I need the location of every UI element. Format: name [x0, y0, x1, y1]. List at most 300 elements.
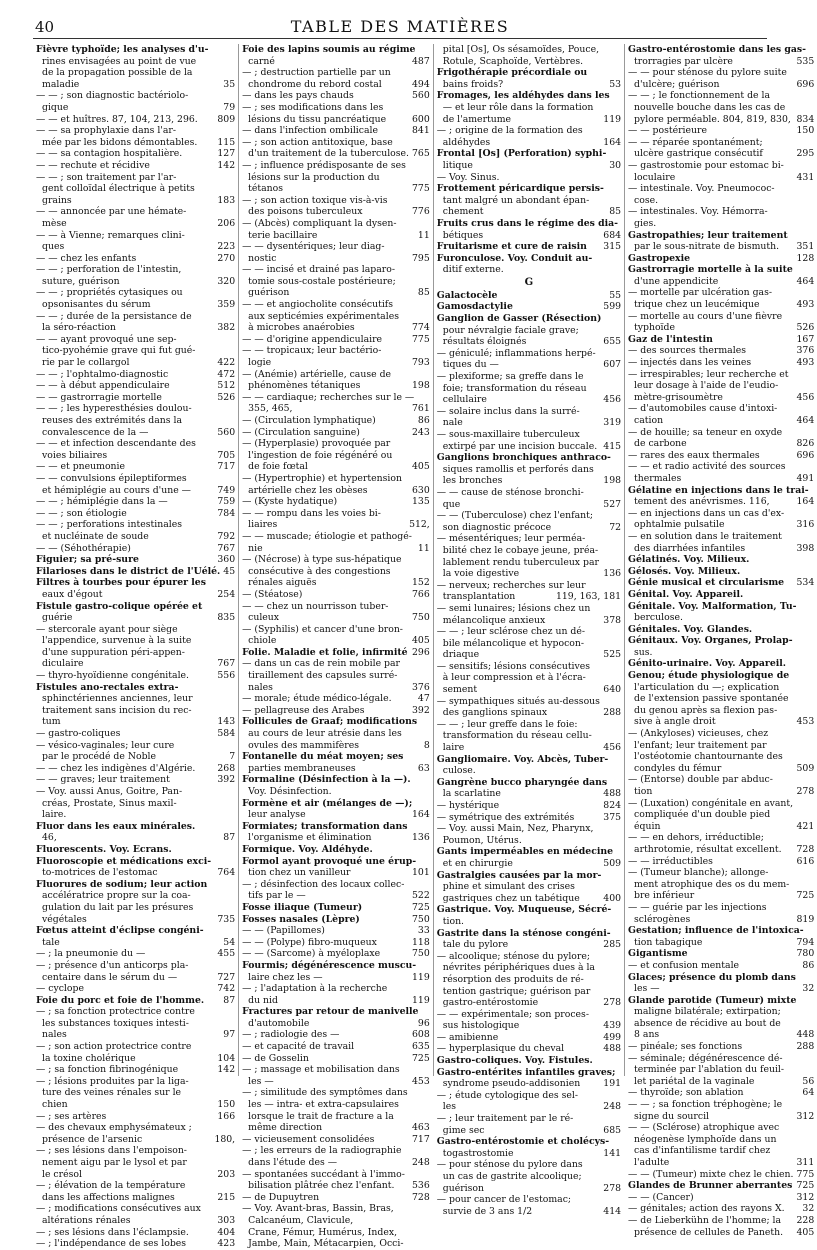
entry-text: — — cause de sténose bronchi-	[436, 486, 584, 498]
entry-page: 150	[217, 1099, 236, 1111]
entry-text: du nid	[248, 994, 278, 1006]
index-entry	[242, 751, 430, 763]
entry-text: de l'amertume	[442, 113, 512, 125]
entry-text: bre inférieur	[634, 890, 695, 902]
index-entry	[437, 114, 621, 126]
entry-text: Formaline (Désinfection à la —).	[242, 774, 411, 786]
entry-text: Gants imperméables en médecine	[436, 846, 614, 858]
entry-page: 525	[603, 649, 622, 661]
index-entry	[628, 1203, 814, 1215]
entry-page: 794	[796, 936, 815, 948]
index-entry	[437, 499, 621, 511]
entry-text: — pour cancer de l'estomac;	[436, 1194, 572, 1206]
entry-text: Gastrite dans la sténose congéni-	[436, 927, 611, 939]
entry-text: maligne bilatérale; extirpation;	[634, 1006, 781, 1018]
entry-page: 359	[217, 299, 236, 311]
index-entry	[36, 1134, 235, 1146]
entry-text: d'une appendicite	[634, 275, 719, 287]
entry-text: Genou; étude physiologique de	[628, 670, 790, 682]
index-entry	[628, 1076, 814, 1088]
entry-text: bile mélancolique et hypocon-	[442, 637, 585, 649]
entry-text: — — postérieure	[628, 125, 707, 137]
entry-text: — (Luxation) congénitale en avant,	[628, 797, 794, 809]
entry-page: 135	[412, 496, 430, 508]
index-entry	[628, 995, 814, 1007]
entry-text: driaque	[442, 649, 480, 661]
index-entry	[628, 56, 814, 68]
entry-page: 164	[796, 496, 815, 508]
index-entry	[36, 635, 235, 647]
entry-text: to-motrices de l'estomac	[42, 867, 158, 879]
entry-page: 725	[412, 901, 430, 913]
entry-page: 775	[412, 333, 430, 345]
entry-text: Filtres à tourbes pour épurer les	[36, 577, 206, 589]
index-entry	[437, 230, 621, 242]
index-columns	[33, 44, 815, 1250]
entry-text: litique	[442, 159, 473, 171]
index-entry	[437, 464, 621, 476]
index-entry	[628, 763, 814, 775]
entry-text: — — (Polype) fibro-muqueux	[242, 936, 377, 948]
index-entry	[437, 336, 621, 348]
index-entry	[437, 893, 621, 905]
entry-text: ment atrophique des os du mem-	[634, 878, 790, 890]
entry-text: lésions sur la production du	[248, 171, 380, 183]
entry-text: Fruitarisme et cure de raisin	[436, 241, 587, 253]
entry-text: guérison	[442, 1182, 484, 1194]
entry-text: trorragies par ulcère	[634, 55, 733, 67]
entry-text: Filarioses dans le district de l'Uélé.	[36, 565, 221, 577]
entry-text: les bronches	[442, 475, 503, 487]
index-entry	[36, 1041, 235, 1053]
entry-text: terminée par l'ablation du feuil-	[634, 1064, 785, 1076]
index-entry	[36, 612, 235, 624]
entry-text: — — pour sténose du pylore suite	[628, 67, 787, 79]
entry-text: — — ; hémiplégie dans la —	[36, 496, 168, 508]
index-entry	[36, 925, 235, 937]
entry-text: Génitaux. Voy. Organes, Prolap-	[628, 635, 793, 647]
entry-text: — — irréductibles	[628, 855, 713, 867]
page-header	[0, 10, 800, 38]
entry-page: 824	[603, 800, 622, 811]
entry-page: 64	[802, 1087, 815, 1099]
entry-text: Gamosdactylie	[436, 301, 513, 313]
entry-page: 198	[412, 380, 430, 392]
index-entry	[242, 531, 430, 543]
entry-text: — ; son action toxique vis-à-vis	[242, 194, 388, 206]
entry-text: thermales	[634, 472, 682, 484]
entry-page: 749	[217, 484, 236, 496]
entry-text: tale du pylore	[442, 939, 509, 951]
entry-page: 101	[412, 867, 430, 879]
entry-page: 119, 163, 181	[555, 591, 622, 603]
entry-text: Gangrène bucco pharyngée dans	[436, 776, 608, 788]
entry-text: par le sous-nitrate de bismuth.	[634, 241, 780, 253]
index-entry	[36, 1145, 235, 1157]
index-entry	[242, 206, 430, 218]
index-entry	[242, 67, 430, 79]
entry-text: l'adulte	[634, 1157, 670, 1168]
entry-page: 795	[412, 252, 430, 264]
entry-text: signe du sourcil	[634, 1110, 710, 1122]
index-entry	[437, 102, 621, 114]
entry-page: 792	[217, 530, 236, 542]
entry-text: de l'extension passive spontanée	[634, 693, 789, 705]
entry-text: l'enfant; leur traitement par	[634, 739, 767, 751]
entry-text: arthrotomie, résultat excellent.	[634, 843, 782, 855]
entry-text: — rares des eaux thermales	[628, 449, 760, 461]
index-entry	[36, 1180, 235, 1192]
index-entry	[628, 450, 814, 462]
entry-text: — — ayant provoqué une sep-	[36, 333, 177, 345]
index-entry	[242, 1157, 430, 1169]
index-entry	[36, 798, 235, 810]
index-entry	[628, 832, 814, 844]
index-entry	[36, 415, 235, 427]
entry-text: Gastro-entérostomie et cholécys-	[436, 1136, 610, 1148]
entry-text: Fourmis; dégénérescence muscu-	[242, 959, 417, 971]
entry-text: ophtalmie pulsatile	[634, 519, 725, 531]
index-entry	[242, 496, 430, 508]
entry-page: 400	[603, 892, 622, 904]
index-entry	[36, 125, 235, 137]
entry-text: Ganglion de Gasser (Résection)	[436, 313, 602, 325]
index-entry	[242, 241, 430, 253]
index-entry	[36, 519, 235, 531]
entry-text: tion chez un vanilleur	[248, 867, 351, 879]
index-entry	[36, 1111, 235, 1123]
index-entry	[628, 276, 814, 288]
entry-text: Foie des lapins soumis au régime	[242, 44, 416, 55]
index-entry	[242, 1169, 430, 1181]
entry-text: ture des veines rénales sur le	[42, 1087, 182, 1099]
index-entry	[242, 693, 430, 705]
entry-page: 228	[796, 1214, 815, 1226]
entry-text: Fluoroscopie et médications exci-	[36, 855, 212, 867]
entry-page: 499	[603, 1031, 622, 1043]
entry-text: compliquée d'un double pied	[634, 809, 771, 821]
entry-text: — ; ses lésions dans l'éclampsie.	[36, 1226, 189, 1238]
entry-text: mée par les bidons démontables.	[42, 136, 198, 148]
index-entry	[242, 1215, 430, 1227]
index-entry	[437, 1020, 621, 1032]
entry-text: — — expérimentale; son proces-	[436, 1008, 589, 1020]
entry-page: 63	[417, 762, 430, 774]
index-entry	[628, 473, 814, 485]
entry-page: 809	[217, 113, 236, 125]
entry-text: — en injections dans un cas d'ex-	[628, 507, 785, 519]
index-entry	[628, 206, 814, 218]
entry-text: dans l'étude des —	[248, 1157, 337, 1168]
index-entry	[36, 566, 235, 578]
index-entry	[242, 1180, 430, 1192]
index-entry	[628, 693, 814, 705]
entry-text: de la propagation possible de la	[42, 67, 193, 79]
entry-text: — ; étude cytologique des sel-	[436, 1089, 578, 1101]
entry-text: — — cardiaque; recherches sur le —	[242, 391, 415, 403]
entry-page: 104	[217, 1052, 236, 1064]
index-entry	[628, 1064, 814, 1076]
index-entry	[36, 682, 235, 694]
entry-text: laire.	[42, 809, 67, 821]
entry-page: 119	[412, 994, 430, 1006]
index-entry	[242, 1192, 430, 1204]
entry-text: équin	[634, 820, 661, 832]
entry-text: présence de cellules de Paneth.	[634, 1226, 784, 1238]
entry-text: — — convulsions épileptiformes	[36, 472, 187, 484]
entry-page: 54	[223, 936, 236, 948]
entry-text: mélancolique anxieux	[442, 614, 546, 626]
entry-text: Fontanelle du méat moyen; ses	[242, 751, 404, 763]
entry-text: et en chirurgie	[442, 857, 513, 869]
entry-text: — de Dupuytren	[242, 1191, 320, 1203]
entry-text: — des chevaux emphysémateux ;	[36, 1122, 192, 1134]
entry-page: 630	[412, 484, 430, 496]
entry-page: 696	[796, 449, 815, 461]
entry-text: gime sec	[442, 1124, 485, 1136]
entry-page: 85	[417, 287, 430, 299]
index-entry	[437, 325, 621, 337]
index-entry	[242, 427, 430, 439]
index-entry	[437, 788, 621, 800]
index-entry	[437, 301, 621, 313]
entry-page: 456	[603, 742, 622, 754]
entry-page: 696	[796, 78, 815, 90]
entry-page: 456	[796, 391, 815, 403]
index-entry	[628, 972, 814, 984]
entry-text: — Voy. aussi Anus, Goitre, Pan-	[36, 786, 183, 797]
entry-text: — ; désinfection des locaux collec-	[242, 878, 405, 890]
index-entry	[628, 519, 814, 531]
index-entry	[242, 566, 430, 578]
index-entry	[437, 649, 621, 661]
index-entry	[242, 1064, 430, 1076]
entry-page: 376	[796, 345, 815, 357]
entry-text: — ; modifications consécutives aux	[36, 1203, 201, 1215]
entry-text: — de Lieberkühn de l'homme; la	[628, 1214, 782, 1226]
entry-text: typhoïde	[634, 322, 675, 334]
index-entry	[437, 359, 621, 371]
index-entry	[437, 417, 621, 429]
index-entry	[242, 79, 430, 91]
entry-text: présence de l'arsenic	[42, 1133, 143, 1145]
index-entry	[242, 276, 430, 288]
entry-page: 493	[796, 357, 815, 369]
entry-text: Furonculose. Voy. Conduit au-	[436, 252, 593, 264]
entry-text: — ; sa fonction protectrice contre	[36, 1006, 195, 1018]
index-entry	[242, 624, 430, 636]
index-entry	[437, 557, 621, 569]
entry-text: sus.	[634, 646, 653, 658]
index-entry	[437, 1125, 621, 1137]
entry-text: — (Nécrose) à type sus-hépatique	[242, 554, 402, 566]
index-entry	[628, 554, 814, 566]
entry-text: Gastropexie	[628, 252, 691, 264]
index-entry	[36, 1064, 235, 1076]
index-entry	[628, 1215, 814, 1227]
entry-page: 488	[603, 1043, 622, 1055]
index-entry	[437, 79, 621, 91]
entry-text: tétanos	[248, 183, 284, 195]
index-entry	[242, 403, 430, 415]
entry-page: 86	[417, 415, 430, 426]
index-entry	[437, 684, 621, 696]
index-entry	[628, 334, 814, 346]
index-entry	[242, 519, 430, 531]
entry-page: 599	[603, 301, 622, 313]
entry-page: 382	[217, 322, 236, 334]
entry-text: Fœtus atteint d'éclipse congéni-	[36, 925, 204, 937]
entry-text: Gastro-entérites infantiles graves;	[436, 1066, 616, 1078]
entry-text: — thyro-hyoïdienne congénitale.	[36, 670, 189, 682]
entry-text: nales	[248, 681, 273, 693]
index-entry	[36, 1087, 235, 1099]
entry-text: sphinctériennes anciennes, leur	[42, 693, 193, 705]
entry-text: créas, Prostate, Sinus maxil-	[42, 797, 177, 809]
entry-text: Galactocèle	[436, 289, 498, 301]
index-entry	[242, 948, 430, 960]
entry-text: — — ; le fonctionnement de la	[628, 90, 770, 102]
entry-text: névrites périphériques dues à la	[442, 962, 595, 974]
entry-text: — cyclope	[36, 983, 84, 995]
entry-text: artérielle chez les obèses	[248, 484, 368, 496]
entry-text: tiraillement des capsules surré-	[248, 670, 398, 682]
entry-page: 494	[412, 78, 430, 90]
entry-text: l'organisme et élimination	[248, 832, 372, 844]
entry-text: berculose.	[634, 612, 683, 624]
entry-text: condyles du fémur	[634, 762, 722, 774]
index-entry	[628, 496, 814, 508]
index-entry	[36, 206, 235, 218]
entry-text: — — guérie par les injections	[628, 901, 767, 913]
entry-page: 607	[603, 359, 622, 371]
entry-text: — — (Papillomes)	[242, 925, 325, 937]
entry-page: 141	[603, 1147, 622, 1159]
entry-text: néogenèse lymphoïde dans un	[634, 1133, 777, 1145]
index-entry	[36, 763, 235, 775]
entry-page: 464	[796, 415, 815, 426]
index-entry	[36, 90, 235, 102]
entry-page: 526	[217, 391, 236, 403]
entry-text: Ganglions bronchiques anthraco-	[436, 452, 611, 464]
entry-text: nales	[42, 1029, 67, 1041]
index-entry	[437, 904, 621, 916]
index-entry	[437, 429, 621, 441]
index-entry	[628, 635, 814, 647]
entry-text: — ; ses artères	[36, 1110, 107, 1122]
index-entry	[36, 809, 235, 821]
entry-text: Fractures par retour de manivelle	[242, 1006, 419, 1018]
index-entry	[437, 218, 621, 230]
index-entry	[628, 392, 814, 404]
index-entry	[628, 844, 814, 856]
entry-text: les —	[634, 983, 660, 995]
entry-text: grains	[42, 194, 72, 206]
entry-text: cellulaire	[442, 394, 487, 406]
entry-text: bétiques	[442, 229, 484, 241]
entry-page: 285	[603, 939, 622, 951]
entry-page: 32	[802, 1203, 815, 1215]
index-entry	[36, 601, 235, 613]
index-entry	[36, 658, 235, 670]
entry-text: tention gastrique; guérison par	[442, 985, 591, 997]
index-entry	[36, 879, 235, 891]
index-entry	[242, 867, 430, 879]
entry-text: Gastrorragie mortelle à la suite	[628, 264, 793, 276]
entry-page: 761	[412, 403, 430, 415]
index-entry	[242, 914, 430, 926]
entry-text: Génitale. Voy. Malformation, Tu-	[628, 600, 797, 612]
index-entry	[437, 241, 621, 253]
entry-text: nouvelle bouche dans les cas de	[634, 101, 786, 113]
index-entry	[242, 925, 430, 937]
entry-page: 527	[603, 498, 622, 510]
entry-text: Voy. Désinfection.	[248, 786, 332, 797]
index-entry	[628, 531, 814, 543]
index-entry	[628, 960, 814, 972]
entry-text: Fluorescents. Voy. Ecrans.	[36, 843, 172, 855]
entry-text: — gastrostomie pour estomac bi-	[628, 159, 784, 171]
entry-text: nostic	[248, 252, 277, 264]
entry-page: 775	[796, 1168, 815, 1180]
entry-text: sus histologique	[442, 1020, 520, 1032]
index-entry	[437, 160, 621, 172]
entry-text: altérations rénales	[42, 1214, 131, 1226]
entry-text: mèse	[42, 217, 67, 229]
index-entry	[242, 647, 430, 659]
index-entry	[242, 485, 430, 497]
entry-page: 278	[603, 997, 622, 1009]
entry-page: 535	[796, 55, 815, 67]
index-entry	[628, 821, 814, 833]
entry-page: 717	[217, 461, 236, 473]
entry-text: syndrome pseudo-addisonien	[442, 1078, 581, 1090]
entry-text: nement aigu par le lysol et par	[42, 1157, 187, 1168]
entry-page: 360	[217, 554, 236, 566]
index-entry	[36, 218, 235, 230]
entry-page: 315	[603, 241, 622, 253]
index-entry	[437, 626, 621, 638]
entry-text: loculaire	[634, 171, 676, 183]
index-entry	[36, 450, 235, 462]
index-entry	[628, 345, 814, 357]
entry-page: 512	[217, 380, 236, 392]
entry-text: à leur compression et à l'écra-	[442, 672, 586, 684]
index-entry	[437, 823, 621, 835]
index-entry	[437, 183, 621, 195]
entry-page: 835	[217, 612, 236, 624]
entry-text: — — rompu dans les voies bi-	[242, 507, 381, 519]
entry-page: 455	[217, 948, 236, 960]
entry-text: — hyperplasique du cheval	[436, 1043, 565, 1055]
index-entry	[36, 264, 235, 276]
index-entry	[628, 890, 814, 902]
index-entry	[242, 1076, 430, 1088]
index-entry	[242, 253, 430, 265]
entry-text: — ; son action protectrice contre	[36, 1041, 192, 1053]
entry-text: — ; influence prédisposante de ses	[242, 159, 406, 171]
entry-page: 143	[217, 716, 236, 728]
entry-text: traitement sans incision du rec-	[42, 704, 192, 716]
entry-text: centaire dans le sérum du —	[42, 971, 178, 983]
index-entry	[242, 601, 430, 613]
index-entry	[628, 1180, 814, 1192]
index-entry	[242, 44, 430, 56]
index-entry	[628, 543, 814, 555]
entry-text: tifs par le —	[248, 890, 306, 902]
index-entry	[628, 1134, 814, 1146]
entry-text: foie; transformation du réseau	[442, 382, 587, 394]
